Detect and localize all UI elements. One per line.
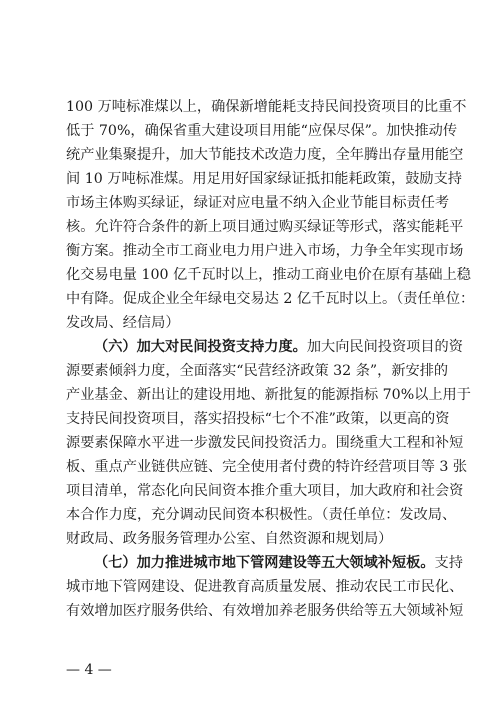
text-line: 低于 70%，确保省重大建设项目用能“应保尽保”。加快推动传	[66, 123, 458, 139]
page-number: — 4 —	[66, 662, 112, 678]
text-line: 衡方案。推动全市工商业电力用户进入市场，力争全年实现市场	[66, 243, 464, 259]
text-line: 本合作力度，充分调动民间资本积极性。（责任单位：发改局、	[66, 507, 457, 523]
text-line: 发改局、经信局）	[66, 315, 180, 331]
text-line: 统产业集聚提升，加大节能技术改造力度，全年腾出存量用能空	[66, 147, 464, 163]
section-6-first-line	[94, 336, 463, 358]
text-line: 源要素倾斜力度，全面落实“民营经济政策 32 条”，新安排的	[66, 363, 449, 379]
text-line: 城市地下管网建设、促进教育高质量发展、推动农民工市民化、	[66, 579, 464, 595]
text-line: 支持民间投资项目，落实招投标“七个不准”政策，以更高的资	[66, 411, 450, 427]
text-line: 板、重点产业链供应链、完全使用者付费的特许经营项目等 3 张	[66, 459, 468, 475]
text-line: 间 10 万吨标准煤。用足用好国家绿证抵扣能耗政策，鼓励支持	[66, 171, 462, 187]
text-line: 源要素保障水平进一步激发民间投资活力。围绕重大工程和补短	[66, 435, 464, 451]
text-line: 有效增加医疗服务供给、有效增加养老服务供给等五大领域补短	[66, 603, 464, 619]
text-line: 核。允许符合条件的新上项目通过购买绿证等形式，落实能耗平	[66, 219, 464, 235]
section-7-heading: （七）加力推进城市地下管网建设等五大领域补短板。	[94, 555, 435, 571]
section-6-first-line-text: 加大向民间投资项目的资	[306, 339, 463, 355]
section-6-heading: （六）加大对民间投资支持力度。	[94, 339, 307, 355]
text-line: 市场主体购买绿证，绿证对应电量不纳入企业节能目标责任考	[66, 195, 450, 211]
section-7-first-line-text: 支持	[434, 555, 463, 571]
text-line: 100 万吨标准煤以上，确保新增能耗支持民间投资项目的比重不	[66, 99, 467, 115]
text-line: 中有降。促成企业全年绿电交易达 2 亿千瓦时以上。（责任单位：	[66, 291, 475, 307]
text-line: 项目清单，常态化向民间资本推介重大项目，加大政府和社会资	[66, 483, 464, 499]
text-line: 化交易电量 100 亿千瓦时以上，推动工商业电价在原有基础上稳	[66, 267, 471, 283]
section-7-first-line	[94, 552, 463, 574]
text-line: 产业基金、新出让的建设用地、新批复的能源指标 70%以上用于	[66, 387, 471, 403]
text-line: 财政局、政务服务管理办公室、自然资源和规划局）	[66, 531, 393, 547]
